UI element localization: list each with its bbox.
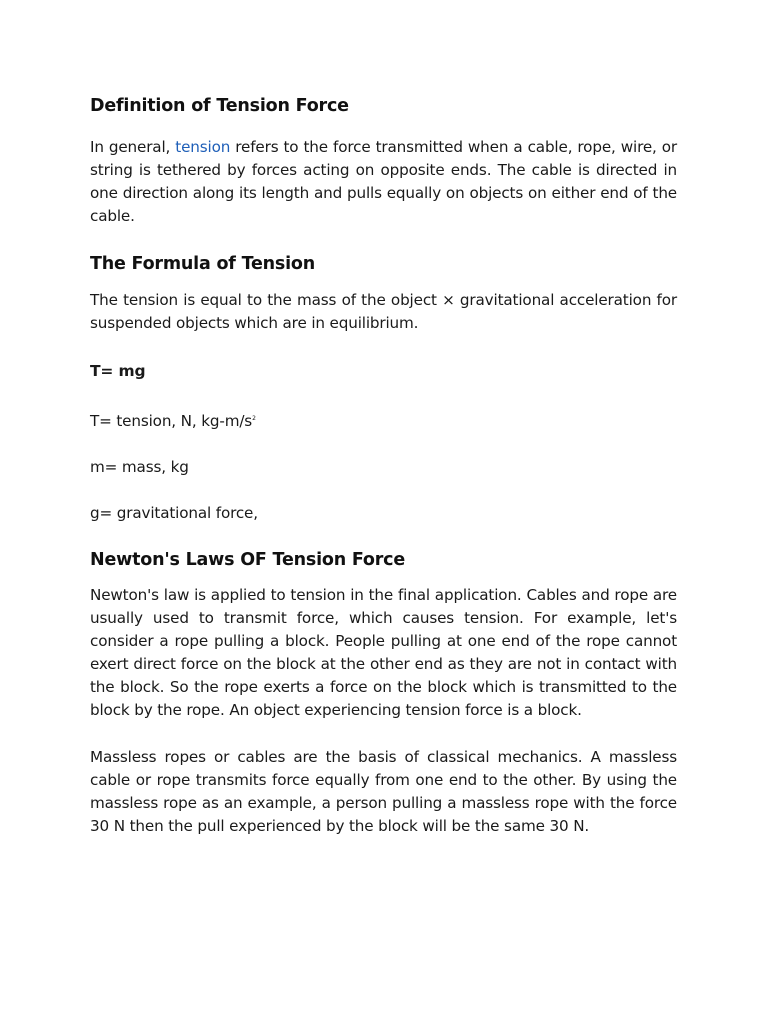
tension-link[interactable]: tension [175, 138, 231, 156]
heading-formula: The Formula of Tension [90, 254, 316, 275]
paragraph-definition-suffix: refers to the force transmitted when a cable, rope, wire, or string is tethered by forces acting on opposite ends. The cable is directed in one direction along its length and pulls equally on objects on either end of the cable. [90, 138, 677, 226]
definition-t-superscript: 2 [252, 414, 256, 422]
paragraph-formula: The tension is equal to the mass of the object × gravitational acceleration for suspended objects which are in equilibrium. [90, 291, 677, 333]
heading-definition: Definition of Tension Force [90, 96, 349, 116]
paragraph-definition [90, 136, 677, 228]
definition-m: m= mass, kg [90, 457, 189, 476]
definition-t [90, 407, 677, 433]
definition-g: g= gravitational force, [90, 503, 258, 522]
paragraph-newton-1: Newton's law is applied to tension in the final application. Cables and rope are usually used to transmit force, which causes tension. For example, let's consider a rope pulling a block. People pulling at one end of the rope cannot exert direct force on the block at the other end as they are not in contact with the block. So the rope exerts a force on the block which is transmitted to the block by the rope. An object experiencing tension force is a block. [90, 586, 677, 720]
equation-tension: T= mg [90, 361, 146, 380]
paragraph-newton-2: Massless ropes or cables are the basis of classical mechanics. A massless cable or rope transmits force equally from one end to the other. By using the massless rope as an example, a person pulling a massless rope with the force 30 N then the pull experienced by the block will be the same 30 N. [90, 747, 677, 835]
definition-t-text: T= tension, N, kg-m/s [90, 411, 253, 430]
paragraph-definition-prefix: In general, [90, 138, 176, 156]
document-page [90, 90, 677, 838]
heading-newton: Newton's Laws OF Tension Force [90, 550, 406, 570]
